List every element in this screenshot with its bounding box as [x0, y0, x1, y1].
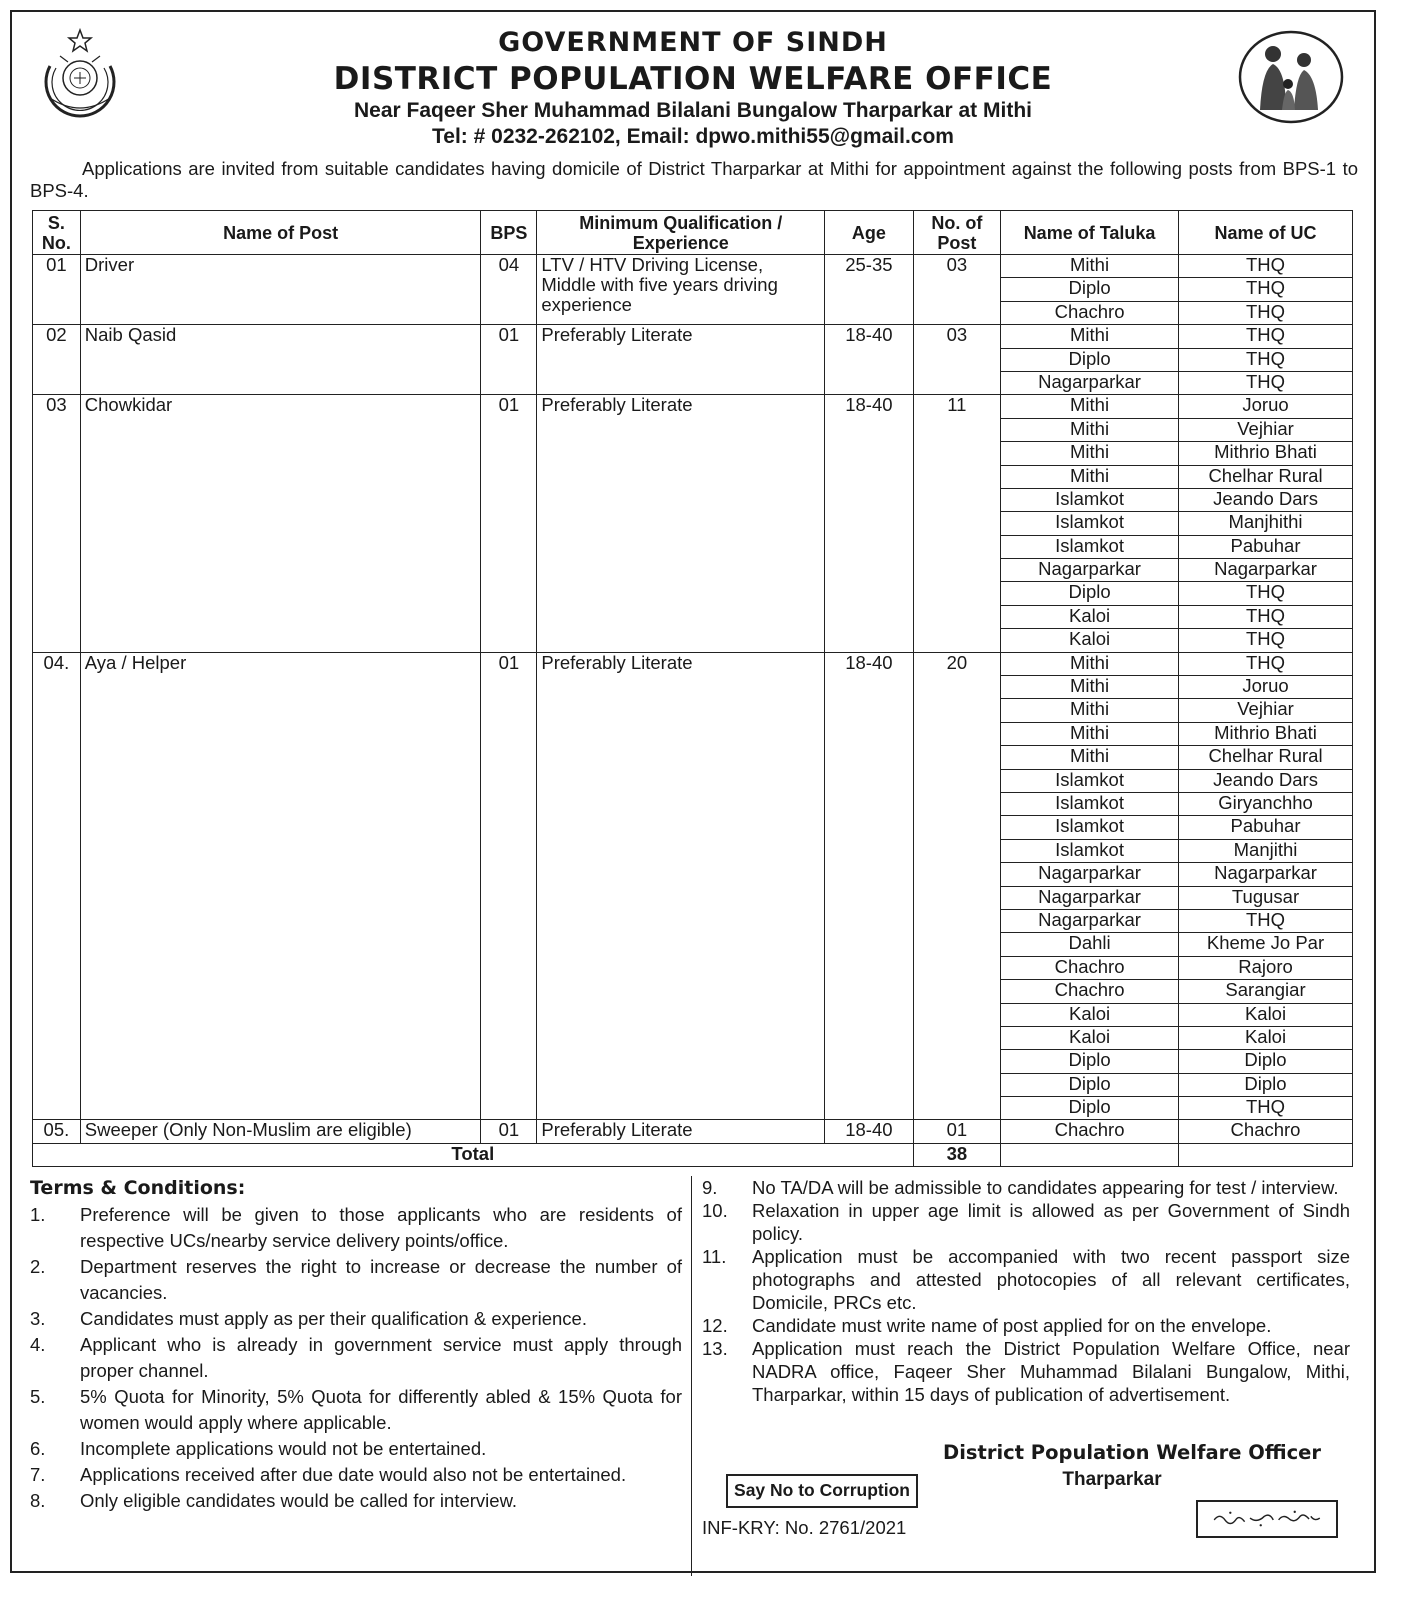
cell-qualification: Preferably Literate [537, 395, 825, 652]
cell-sno: 03 [33, 395, 81, 652]
header-bps: BPS [481, 211, 537, 255]
term-item [702, 1337, 1350, 1406]
cell-taluka: Chachro [1001, 301, 1179, 324]
cell-taluka: Nagarparkar [1001, 909, 1179, 932]
cell-bps: 01 [481, 395, 537, 652]
total-row [33, 1143, 1353, 1166]
term-item [30, 1306, 682, 1332]
cell-uc: THQ [1179, 371, 1353, 394]
cell-taluka: Mithi [1001, 676, 1179, 699]
office-address: Near Faqeer Sher Muhammad Bilalani Bungalow Tharparkar at Mithi [354, 99, 1032, 122]
term-number: 13. [702, 1338, 728, 1359]
cell-taluka: Nagarparkar [1001, 559, 1179, 582]
cell-count: 11 [913, 395, 1000, 652]
term-number: 8. [30, 1490, 46, 1511]
cell-taluka: Mithi [1001, 699, 1179, 722]
term-number: 2. [30, 1256, 46, 1277]
cell-taluka: Mithi [1001, 325, 1179, 348]
cell-taluka: Kaloi [1001, 605, 1179, 628]
cell-taluka: Diplo [1001, 1050, 1179, 1073]
cell-qualification: Preferably Literate [537, 1120, 825, 1143]
term-number: 3. [30, 1308, 46, 1329]
cell-qualification: Preferably Literate [537, 325, 825, 395]
officer-title: District Population Welfare Officer [943, 1441, 1321, 1464]
cell-taluka: Chachro [1001, 980, 1179, 1003]
cell-uc: Joruo [1179, 395, 1353, 418]
cell-sno: 01 [33, 255, 81, 325]
term-text: Department reserves the right to increase or decrease the number of vacancies. [80, 1256, 682, 1303]
cell-uc: Kheme Jo Par [1179, 933, 1353, 956]
cell-age: 18-40 [825, 652, 913, 1120]
cell-count: 03 [913, 255, 1000, 325]
cell-taluka: Islamkot [1001, 535, 1179, 558]
terms-left-column [30, 1176, 682, 1514]
total-empty-uc [1179, 1143, 1353, 1166]
term-item [30, 1254, 682, 1306]
cell-age: 25-35 [825, 255, 913, 325]
cell-taluka: Diplo [1001, 1097, 1179, 1120]
cell-uc: THQ [1179, 652, 1353, 675]
cell-uc: THQ [1179, 605, 1353, 628]
cell-taluka: Diplo [1001, 348, 1179, 371]
cell-uc: Nagarparkar [1179, 863, 1353, 886]
cell-uc: Kaloi [1179, 1026, 1353, 1049]
urdu-slogan-box-icon [1196, 1500, 1338, 1538]
term-item [702, 1176, 1350, 1199]
cell-taluka: Islamkot [1001, 816, 1179, 839]
column-divider [691, 1176, 692, 1576]
header-post: Name of Post [80, 211, 481, 255]
term-number: 1. [30, 1204, 46, 1225]
cell-age: 18-40 [825, 1120, 913, 1143]
cell-post: Naib Qasid [80, 325, 481, 395]
letterhead [12, 26, 1374, 150]
cell-sno: 05. [33, 1120, 81, 1143]
term-item [30, 1488, 682, 1514]
cell-uc: THQ [1179, 255, 1353, 278]
government-title: GOVERNMENT OF SINDH [498, 27, 888, 58]
term-number: 9. [702, 1177, 718, 1198]
total-label: Total [33, 1143, 914, 1166]
cell-taluka: Nagarparkar [1001, 863, 1179, 886]
header-taluka: Name of Taluka [1001, 211, 1179, 255]
cell-taluka: Mithi [1001, 442, 1179, 465]
cell-uc: Manjhithi [1179, 512, 1353, 535]
cell-post: Aya / Helper [80, 652, 481, 1120]
cell-age: 18-40 [825, 325, 913, 395]
cell-uc: Pabuhar [1179, 535, 1353, 558]
term-text: Preference will be given to those applicants who are residents of respective UCs/nearby service delivery points/office. [80, 1204, 682, 1251]
cell-uc: Kaloi [1179, 1003, 1353, 1026]
term-item [30, 1384, 682, 1436]
intro-paragraph: Applications are invited from suitable candidates having domicile of District Tharparkar at Mithi for appointment against the following posts from BPS-1 to BPS-4. [30, 158, 1358, 201]
header-qualification: Minimum Qualification / Experience [537, 211, 825, 255]
cell-sno: 04. [33, 652, 81, 1120]
cell-uc: Giryanchho [1179, 792, 1353, 815]
cell-uc: THQ [1179, 629, 1353, 652]
term-item [30, 1436, 682, 1462]
cell-uc: Nagarparkar [1179, 559, 1353, 582]
table-row [33, 255, 1353, 278]
header-sno: S. No. [33, 211, 81, 255]
header-age: Age [825, 211, 913, 255]
cell-count: 20 [913, 652, 1000, 1120]
cell-uc: Diplo [1179, 1073, 1353, 1096]
cell-uc: Jeando Dars [1179, 488, 1353, 511]
cell-taluka: Chachro [1001, 1120, 1179, 1143]
cell-qualification: Preferably Literate [537, 652, 825, 1120]
cell-taluka: Mithi [1001, 395, 1179, 418]
cell-taluka: Mithi [1001, 722, 1179, 745]
cell-uc: Mithrio Bhati [1179, 442, 1353, 465]
cell-uc: Jeando Dars [1179, 769, 1353, 792]
cell-sno: 02 [33, 325, 81, 395]
term-text: Candidate must write name of post applied for on the envelope. [752, 1315, 1272, 1336]
cell-taluka: Kaloi [1001, 629, 1179, 652]
office-contact: Tel: # 0232-262102, Email: dpwo.mithi55@gmail.com [432, 125, 954, 148]
table-row [33, 1120, 1353, 1143]
term-number: 10. [702, 1200, 728, 1221]
cell-taluka: Chachro [1001, 956, 1179, 979]
term-number: 4. [30, 1334, 46, 1355]
cell-uc: Chachro [1179, 1120, 1353, 1143]
advertisement-frame [10, 10, 1376, 1573]
cell-taluka: Islamkot [1001, 769, 1179, 792]
cell-uc: Mithrio Bhati [1179, 722, 1353, 745]
terms-title: Terms & Conditions: [30, 1177, 246, 1199]
term-number: 11. [702, 1246, 727, 1267]
term-text: Applications received after due date would also not be entertained. [80, 1464, 627, 1485]
cell-uc: THQ [1179, 301, 1353, 324]
cell-bps: 04 [481, 255, 537, 325]
cell-uc: THQ [1179, 325, 1353, 348]
cell-bps: 01 [481, 1120, 537, 1143]
cell-qualification: LTV / HTV Driving License, Middle with five years driving experience [537, 255, 825, 325]
term-item [30, 1202, 682, 1254]
cell-age: 18-40 [825, 395, 913, 652]
total-empty-taluka [1001, 1143, 1179, 1166]
cell-uc: Tugusar [1179, 886, 1353, 909]
cell-taluka: Kaloi [1001, 1026, 1179, 1049]
cell-uc: THQ [1179, 582, 1353, 605]
cell-taluka: Nagarparkar [1001, 371, 1179, 394]
cell-uc: Chelhar Rural [1179, 465, 1353, 488]
cell-taluka: Mithi [1001, 465, 1179, 488]
signature-block [922, 1440, 1342, 1492]
term-text: 5% Quota for Minority, 5% Quota for differently abled & 15% Quota for women would apply where applicable. [80, 1386, 682, 1433]
cell-taluka: Diplo [1001, 1073, 1179, 1096]
cell-taluka: Nagarparkar [1001, 886, 1179, 909]
term-text: Application must be accompanied with two recent passport size photographs and attested photocopies of all relevant certificates, Domicile, PRCs etc. [752, 1246, 1350, 1313]
header-uc: Name of UC [1179, 211, 1353, 255]
cell-bps: 01 [481, 652, 537, 1120]
cell-uc: Manjithi [1179, 839, 1353, 862]
term-item [30, 1462, 682, 1488]
cell-bps: 01 [481, 325, 537, 395]
cell-taluka: Mithi [1001, 418, 1179, 441]
cell-uc: THQ [1179, 1097, 1353, 1120]
term-text: Incomplete applications would not be entertained. [80, 1438, 487, 1459]
reference-number: INF-KRY: No. 2761/2021 [702, 1517, 907, 1538]
cell-count: 03 [913, 325, 1000, 395]
posts-table [32, 210, 1353, 1167]
anti-corruption-stamp: Say No to Corruption [726, 1474, 918, 1508]
term-text: Application must reach the District Population Welfare Office, near NADRA office, Faqeer Sher Muhammad Bilalani Bungalow, Mithi, Tharparkar, within 15 days of publication of advertisement. [752, 1338, 1350, 1405]
cell-taluka: Mithi [1001, 255, 1179, 278]
term-text: No TA/DA will be admissible to candidates appearing for test / interview. [752, 1177, 1339, 1198]
cell-taluka: Islamkot [1001, 792, 1179, 815]
term-text: Only eligible candidates would be called for interview. [80, 1490, 518, 1511]
cell-uc: Rajoro [1179, 956, 1353, 979]
cell-taluka: Diplo [1001, 582, 1179, 605]
cell-taluka: Mithi [1001, 652, 1179, 675]
term-text: Candidates must apply as per their qualification & experience. [80, 1308, 587, 1329]
cell-uc: Joruo [1179, 676, 1353, 699]
table-row [33, 395, 1353, 418]
cell-taluka: Mithi [1001, 746, 1179, 769]
term-text: Applicant who is already in government service must apply through proper channel. [80, 1334, 682, 1381]
cell-taluka: Kaloi [1001, 1003, 1179, 1026]
cell-uc: THQ [1179, 278, 1353, 301]
cell-post: Sweeper (Only Non-Muslim are eligible) [80, 1120, 481, 1143]
table-row [33, 652, 1353, 675]
cell-taluka: Dahli [1001, 933, 1179, 956]
cell-uc: Vejhiar [1179, 418, 1353, 441]
cell-taluka: Islamkot [1001, 512, 1179, 535]
terms-right-column [702, 1176, 1350, 1406]
cell-uc: Diplo [1179, 1050, 1353, 1073]
table-header-row [33, 211, 1353, 255]
cell-taluka: Diplo [1001, 278, 1179, 301]
cell-count: 01 [913, 1120, 1000, 1143]
cell-uc: Chelhar Rural [1179, 746, 1353, 769]
total-value: 38 [913, 1143, 1000, 1166]
cell-uc: THQ [1179, 909, 1353, 932]
cell-uc: Pabuhar [1179, 816, 1353, 839]
term-item [702, 1245, 1350, 1314]
term-number: 12. [702, 1315, 728, 1336]
cell-uc: THQ [1179, 348, 1353, 371]
term-number: 7. [30, 1464, 46, 1485]
cell-post: Chowkidar [80, 395, 481, 652]
table-row [33, 325, 1353, 348]
term-number: 5. [30, 1386, 46, 1407]
cell-taluka: Islamkot [1001, 839, 1179, 862]
term-number: 6. [30, 1438, 46, 1459]
cell-taluka: Islamkot [1001, 488, 1179, 511]
officer-place: Tharparkar [1062, 1469, 1162, 1490]
cell-post: Driver [80, 255, 481, 325]
term-item [702, 1314, 1350, 1337]
cell-uc: Sarangiar [1179, 980, 1353, 1003]
term-item [702, 1199, 1350, 1245]
header-count: No. of Post [913, 211, 1000, 255]
cell-uc: Vejhiar [1179, 699, 1353, 722]
term-text: Relaxation in upper age limit is allowed as per Government of Sindh policy. [752, 1200, 1350, 1244]
term-item [30, 1332, 682, 1384]
office-title: DISTRICT POPULATION WELFARE OFFICE [333, 61, 1053, 97]
